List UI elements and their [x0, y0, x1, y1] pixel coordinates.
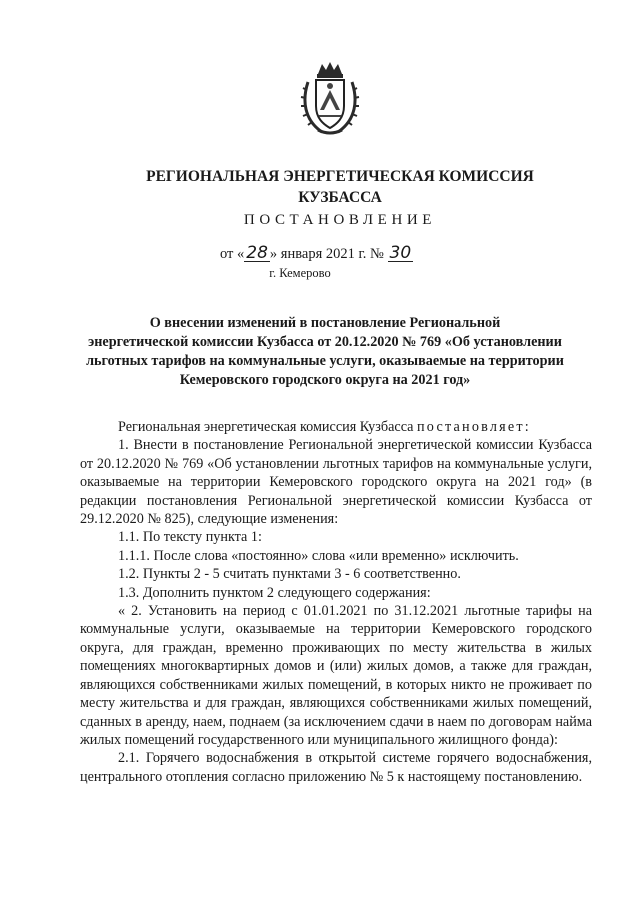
title-line2: энергетической комиссии Кузбасса от 20.12.2020 № 769 «Об установлении — [88, 334, 562, 350]
title-line3: льготных тарифов на коммунальные услуги, оказываемые на территории — [86, 353, 564, 369]
organization-name-line1: РЕГИОНАЛЬНАЯ ЭНЕРГЕТИЧЕСКАЯ КОМИССИЯ — [146, 168, 534, 185]
organization-name-line2: КУЗБАССА — [298, 189, 382, 206]
paragraph-2: « 2. Установить на период с 01.01.2021 по 31.12.2021 льготные тарифы на коммунальные услуги, оказываемые на территории Кемеровского городского округа, для граждан, временно проживающих по месту жительства в жилых помещениях многоквартирных домов и (или) жилых домов, а также для граждан, являющихся собственниками жилых помещений, в которых никто не проживает по месту жительства и для граждан, являющихся собственниками жилых помещений, сданных в аренду, наем, поднаем (за исключением сдачи в наем по договорам найма жилых помещений государственного или муниципального жилищного фонда): — [80, 603, 592, 748]
date-day: 28 — [246, 243, 268, 263]
document-number: 30 — [389, 243, 412, 263]
paragraph-1: 1. Внести в постановление Региональной энергетической комиссии Кузбасса от 20.12.2020 № 769 «Об установлении льготных тарифов на коммунальные услуги, оказываемые на территории Кемеровского городского округа на 2021 год» (в редакции постановления Региональной энергетической комиссии Кузбасса от 29.12.2020 № 825), следующие изменения: — [80, 437, 592, 528]
document-type: ПОСТАНОВЛЕНИЕ — [243, 212, 437, 228]
intro-verb: постановляет: — [417, 419, 531, 435]
title-line4: Кемеровского городского округа на 2021 год» — [179, 372, 471, 388]
intro-org: Региональная энергетическая комиссия Кузбасса — [118, 419, 414, 435]
paragraph-1-1-1: 1.1.1. После слова «постоянно» слова «или временно» исключить. — [118, 547, 519, 564]
paragraph-2-1: 2.1. Горячего водоснабжения в открытой системе горячего водоснабжения, центрального отопления согласно приложению № 5 к настоящему постановлению. — [80, 750, 592, 785]
city: г. Кемерово — [269, 266, 331, 280]
date-rest: » января 2021 г. № — [269, 246, 384, 262]
paragraph-1-3: 1.3. Дополнить пунктом 2 следующего содержания: — [118, 584, 431, 601]
document-title — [78, 314, 572, 390]
document-body — [80, 418, 592, 786]
intro-paragraph — [80, 418, 592, 436]
paragraph-1-1: 1.1. По тексту пункта 1: — [118, 529, 262, 546]
paragraph-1-2: 1.2. Пункты 2 - 5 считать пунктами 3 - 6 соответственно. — [118, 566, 461, 583]
coat-of-arms-icon — [300, 60, 360, 138]
organization-name — [120, 166, 560, 208]
title-line1: О внесении изменений в постановление Региональной — [149, 315, 501, 331]
date-line — [220, 243, 413, 263]
date-prefix: от « — [220, 246, 245, 262]
